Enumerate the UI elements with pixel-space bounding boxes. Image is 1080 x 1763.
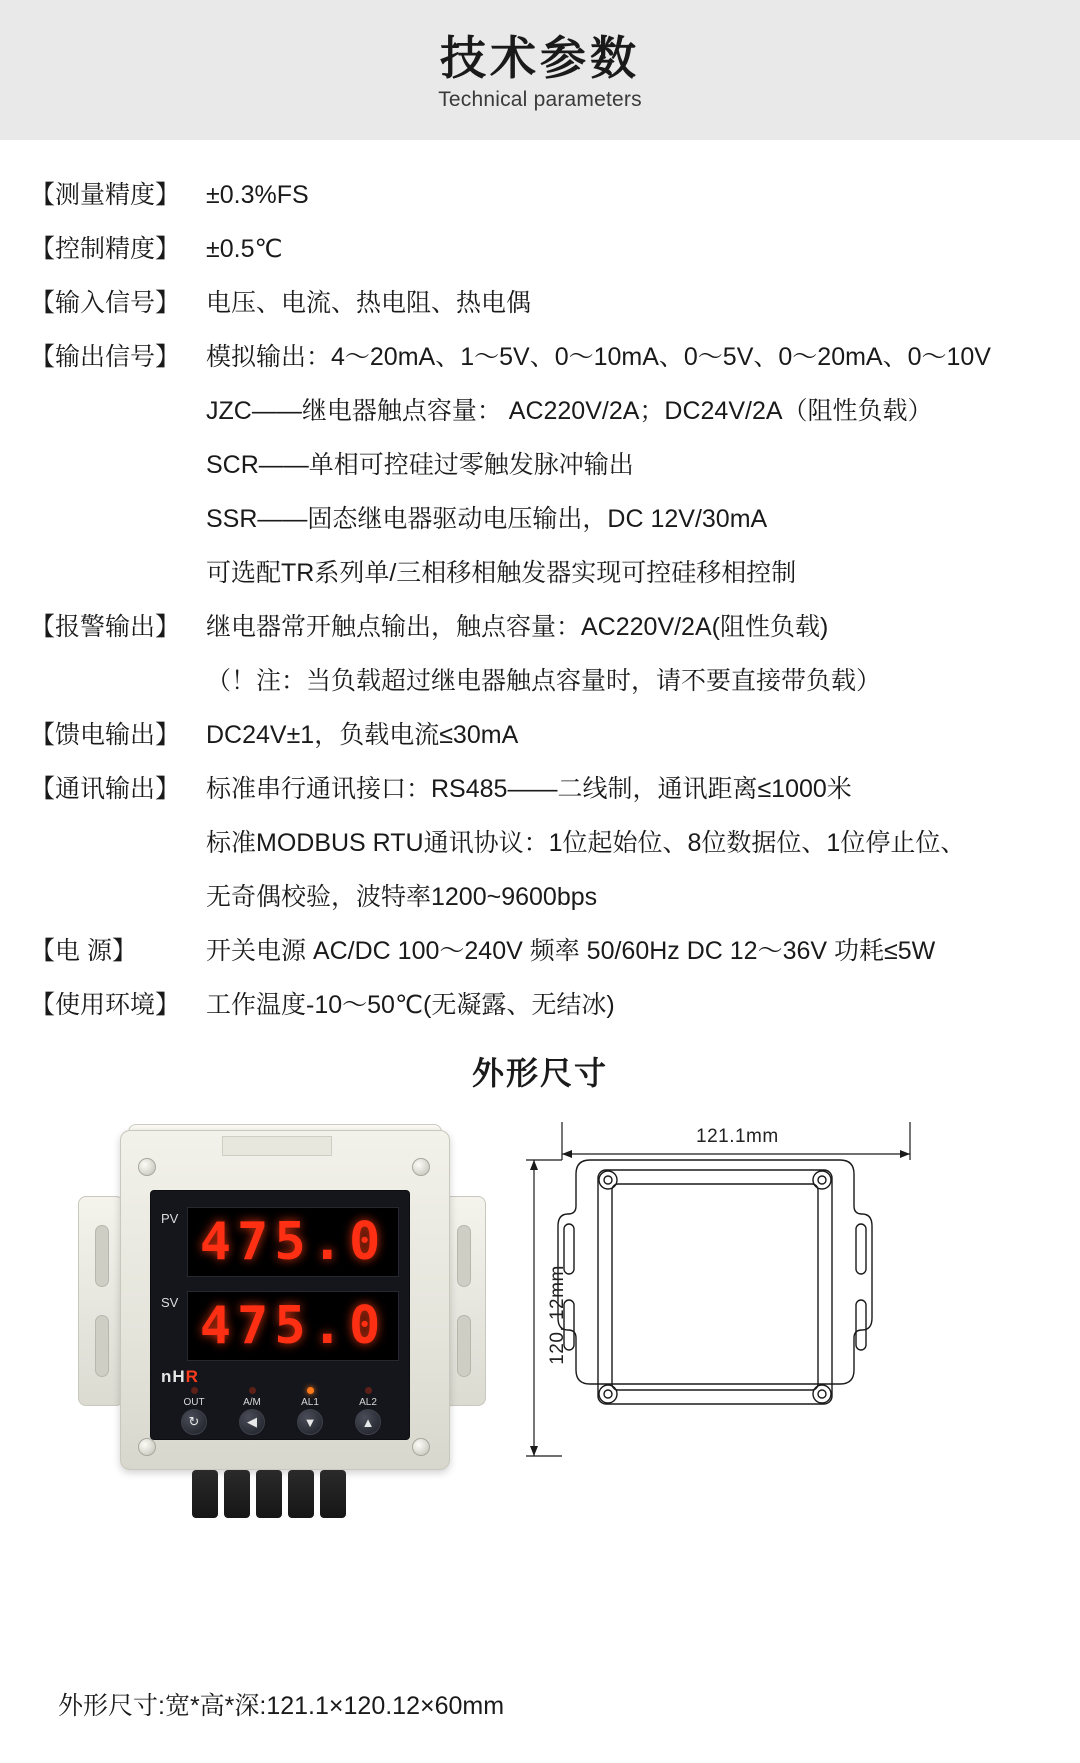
spec-row	[30, 168, 1050, 222]
spec-value: 继电器常开触点输出，触点容量：AC220V/2A(阻性负载)	[206, 613, 829, 641]
brand-logo	[161, 1367, 199, 1387]
left-button[interactable]: ◀	[239, 1409, 265, 1435]
spec-label: 【测量精度】	[30, 181, 181, 209]
spec-label: 【报警输出】	[30, 613, 181, 641]
sv-display	[187, 1291, 399, 1361]
spec-label: 【通讯输出】	[30, 775, 181, 803]
cable-gland	[192, 1470, 218, 1518]
spec-row	[30, 762, 1050, 816]
spec-row	[30, 978, 1050, 1032]
spec-value: 模拟输出：4～20mA、1～5V、0～10mA、0～5V、0～20mA、0～10V	[206, 343, 991, 371]
cable-gland	[224, 1470, 250, 1518]
dimension-drawing-svg	[520, 1108, 990, 1528]
indicator-row	[151, 1387, 411, 1408]
spec-label: 【输入信号】	[30, 289, 181, 317]
spec-label: 【电 源】	[30, 937, 137, 965]
up-button[interactable]: ▲	[355, 1409, 381, 1435]
led-icon	[365, 1387, 372, 1394]
page-title-cn: 技术参数	[440, 31, 640, 84]
page-title-en: Technical parameters	[438, 88, 642, 112]
spec-label: 【输出信号】	[30, 343, 181, 371]
cable-gland	[320, 1470, 346, 1518]
button-row	[151, 1409, 411, 1435]
spec-continuation	[30, 654, 1050, 708]
spec-row	[30, 276, 1050, 330]
spec-label: 【控制精度】	[30, 235, 181, 263]
pv-value: 475.0	[199, 1212, 387, 1272]
spec-value: ±0.3%FS	[206, 181, 309, 209]
spec-continuation	[30, 438, 1050, 492]
spec-continuation	[30, 816, 1050, 870]
front-panel	[150, 1190, 410, 1440]
pv-display	[187, 1207, 399, 1277]
spec-row	[30, 222, 1050, 276]
spec-indent	[30, 870, 206, 924]
power-set-button[interactable]: ↻	[181, 1409, 207, 1435]
spec-value: DC24V±1，负载电流≤30mA	[206, 721, 519, 749]
spec-label: 【馈电输出】	[30, 721, 181, 749]
spec-continuation-text: （！注：当负载超过继电器触点容量时，请不要直接带负载）	[206, 667, 882, 695]
spec-value: 开关电源 AC/DC 100～240V 频率 50/60Hz DC 12～36V 功耗≤5W	[206, 937, 936, 965]
spec-indent	[30, 384, 206, 438]
spec-continuation-text: 无奇偶校验，波特率1200~9600bps	[206, 883, 598, 911]
indicator-label: AL1	[301, 1397, 319, 1408]
dimension-drawing	[520, 1108, 990, 1528]
dimensions-figure	[0, 1108, 1080, 1628]
brand-text: nH	[161, 1367, 186, 1386]
spec-value: 工作温度-10～50℃(无凝露、无结冰)	[206, 991, 615, 1019]
spec-value: ±0.5℃	[206, 235, 283, 263]
led-icon	[307, 1387, 314, 1394]
dimension-width-label: 121.1mm	[696, 1126, 779, 1147]
led-icon	[191, 1387, 198, 1394]
spec-continuation	[30, 492, 1050, 546]
spec-row	[30, 924, 1050, 978]
spec-continuation-text: SCR——单相可控硅过零触发脉冲输出	[206, 451, 634, 479]
spec-indent	[30, 438, 206, 492]
spec-continuation	[30, 384, 1050, 438]
spec-continuation	[30, 546, 1050, 600]
sv-value: 475.0	[199, 1296, 387, 1356]
dimensions-caption: 外形尺寸:宽*高*深:121.1×120.12×60mm	[58, 1692, 505, 1720]
spec-label: 【使用环境】	[30, 991, 181, 1019]
device-photo	[72, 1118, 492, 1518]
dimension-height-label: 120. 12mm	[547, 1265, 568, 1365]
product-label	[222, 1136, 332, 1156]
screw-icon	[412, 1438, 430, 1456]
spec-continuation-text: 可选配TR系列单/三相移相触发器实现可控硅移相控制	[206, 559, 797, 587]
down-button[interactable]: ▼	[297, 1409, 323, 1435]
indicator-label: OUT	[183, 1397, 205, 1408]
spec-indent	[30, 492, 206, 546]
mounting-slot	[457, 1315, 471, 1377]
brand-text-accent: R	[185, 1367, 199, 1386]
cable-gland	[288, 1470, 314, 1518]
mounting-slot	[95, 1315, 109, 1377]
screw-icon	[138, 1438, 156, 1456]
cable-glands	[192, 1470, 346, 1518]
indicator-am	[224, 1387, 280, 1408]
spec-row	[30, 708, 1050, 762]
sv-tag: SV	[161, 1295, 179, 1310]
spec-continuation-text: SSR——固态继电器驱动电压输出，DC 12V/30mA	[206, 505, 768, 533]
spec-continuation-text: 标准MODBUS RTU通讯协议：1位起始位、8位数据位、1位停止位、	[206, 829, 966, 857]
spec-list	[0, 140, 1080, 1032]
dimensions-title: 外形尺寸	[471, 1055, 608, 1091]
spec-value: 电压、电流、热电阻、热电偶	[206, 289, 532, 317]
spec-indent	[30, 654, 206, 708]
screw-icon	[138, 1158, 156, 1176]
spec-continuation	[30, 870, 1050, 924]
mounting-slot	[95, 1225, 109, 1287]
spec-row	[30, 600, 1050, 654]
indicator-al2	[340, 1387, 396, 1408]
pv-tag: PV	[161, 1211, 179, 1226]
page-header	[0, 0, 1080, 140]
indicator-al1	[282, 1387, 338, 1408]
spec-value: 标准串行通讯接口：RS485——二线制，通讯距离≤1000米	[206, 775, 852, 803]
spec-row	[30, 330, 1050, 384]
cable-gland	[256, 1470, 282, 1518]
mounting-ear-left	[78, 1196, 124, 1406]
indicator-label: AL2	[359, 1397, 377, 1408]
indicator-out	[166, 1387, 222, 1408]
screw-icon	[412, 1158, 430, 1176]
spec-indent	[30, 546, 206, 600]
spec-indent	[30, 816, 206, 870]
spec-continuation-text: JZC——继电器触点容量： AC220V/2A；DC24V/2A（阻性负载）	[206, 397, 933, 425]
indicator-label: A/M	[243, 1397, 261, 1408]
led-icon	[249, 1387, 256, 1394]
mounting-slot	[457, 1225, 471, 1287]
